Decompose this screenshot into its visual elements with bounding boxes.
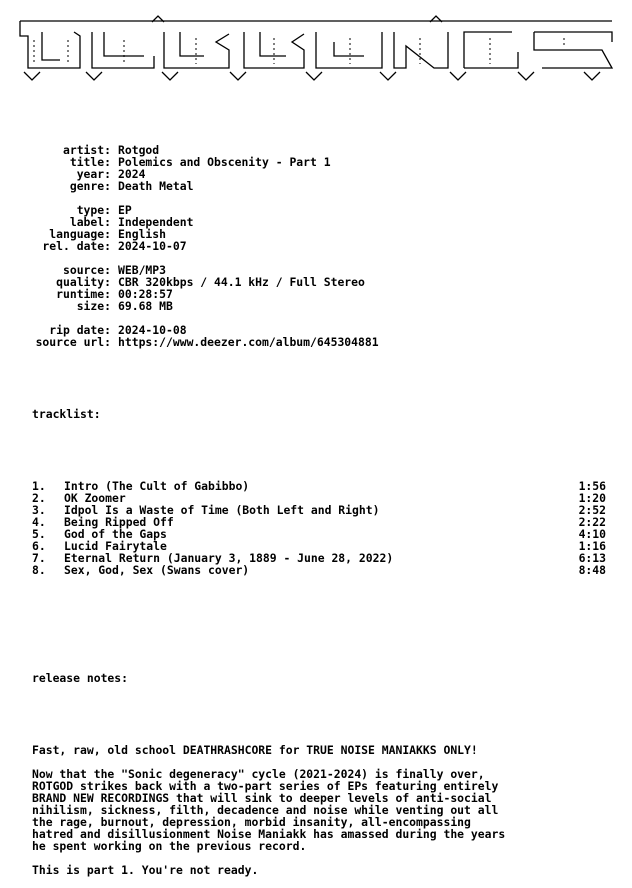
track-title: Eternal Return (January 3, 1889 - June 28, 2022) xyxy=(64,551,394,565)
release-info xyxy=(6,144,606,348)
track-duration: 6:13 xyxy=(578,551,606,565)
info-value: Polemics and Obscenity - Part 1 xyxy=(118,155,331,169)
track-duration: 1:20 xyxy=(578,491,606,505)
info-value: EP xyxy=(118,203,132,217)
track-row xyxy=(6,564,606,576)
release-note-line: BRAND NEW RECORDINGS that will sink to deeper levels of anti-social xyxy=(32,791,492,805)
track-number: 7. xyxy=(32,551,46,565)
info-key: size: xyxy=(76,299,111,313)
release-note-line xyxy=(6,756,606,768)
info-key: artist: xyxy=(62,143,111,157)
info-value: https://www.deezer.com/album/645304881 xyxy=(118,335,379,349)
info-value: CBR 320kbps / 44.1 kHz / Full Stereo xyxy=(118,275,365,289)
track-title: God of the Gaps xyxy=(64,527,167,541)
info-key: genre: xyxy=(69,179,111,193)
release-note-line xyxy=(6,852,606,864)
track-title: Being Ripped Off xyxy=(64,515,174,529)
info-key: language: xyxy=(49,227,111,241)
track-number: 5. xyxy=(32,527,46,541)
release-note-line: nihilism, sickness, filth, decadence and noise while venting out all xyxy=(32,803,499,817)
info-key: label: xyxy=(69,215,111,229)
info-row xyxy=(6,300,606,312)
info-value: 2024-10-08 xyxy=(118,323,187,337)
info-key: rel. date: xyxy=(42,239,111,253)
release-note-line: Fast, raw, old school DEATHRASHCORE for TRUE NOISE MANIAKKS ONLY! xyxy=(32,743,478,757)
track-duration: 1:56 xyxy=(578,479,606,493)
info-key: source url: xyxy=(35,335,111,349)
info-row xyxy=(6,240,606,252)
nfo-document xyxy=(6,0,606,888)
info-key: source: xyxy=(62,263,111,277)
info-value: 69.68 MB xyxy=(118,299,173,313)
track-number: 4. xyxy=(32,515,46,529)
track-number: 8. xyxy=(32,563,46,577)
release-notes xyxy=(6,744,606,876)
tracklist-label: tracklist: xyxy=(32,407,101,421)
info-key: year: xyxy=(76,167,111,181)
track-title: Idpol Is a Waste of Time (Both Left and Right) xyxy=(64,503,380,517)
track-title: OK Zoomer xyxy=(64,491,126,505)
release-note-line: hatred and disillusionment Noise Maniakk has amassed during the years xyxy=(32,827,506,841)
info-value: 2024-10-07 xyxy=(118,239,187,253)
release-note-line: Now that the "Sonic degeneracy" cycle (2021-2024) is finally over, xyxy=(32,767,485,781)
track-title: Sex, God, Sex (Swans cover) xyxy=(64,563,250,577)
track-number: 2. xyxy=(32,491,46,505)
info-key: type: xyxy=(76,203,111,217)
info-key: rip date: xyxy=(49,323,111,337)
info-row xyxy=(6,180,606,192)
track-duration: 2:52 xyxy=(578,503,606,517)
track-number: 3. xyxy=(32,503,46,517)
tracklist xyxy=(6,480,606,576)
info-value: Independent xyxy=(118,215,194,229)
release-note-line: ROTGOD strikes back with a two-part series of EPs featuring entirely xyxy=(32,779,499,793)
info-row xyxy=(6,336,606,348)
track-number: 6. xyxy=(32,539,46,553)
info-value: 2024 xyxy=(118,167,146,181)
release-note-line: he spent working on the previous record. xyxy=(32,839,307,853)
info-key: title: xyxy=(69,155,111,169)
track-title: Intro (The Cult of Gabibbo) xyxy=(64,479,250,493)
info-value: Death Metal xyxy=(118,179,194,193)
release-notes-label: release notes: xyxy=(32,671,129,685)
track-duration: 4:10 xyxy=(578,527,606,541)
track-duration: 8:48 xyxy=(578,563,606,577)
release-note-line: the rage, burnout, depression, morbid insanity, all-encompassing xyxy=(32,815,471,829)
info-key: runtime: xyxy=(56,287,111,301)
info-key: quality: xyxy=(56,275,111,289)
info-value: English xyxy=(118,227,167,241)
track-title: Lucid Fairytale xyxy=(64,539,167,553)
release-note-line: This is part 1. You're not ready. xyxy=(32,863,259,877)
info-value: 00:28:57 xyxy=(118,287,173,301)
track-duration: 2:22 xyxy=(578,515,606,529)
track-duration: 1:16 xyxy=(578,539,606,553)
info-value: WEB/MP3 xyxy=(118,263,167,277)
info-value: Rotgod xyxy=(118,143,160,157)
track-number: 1. xyxy=(32,479,46,493)
